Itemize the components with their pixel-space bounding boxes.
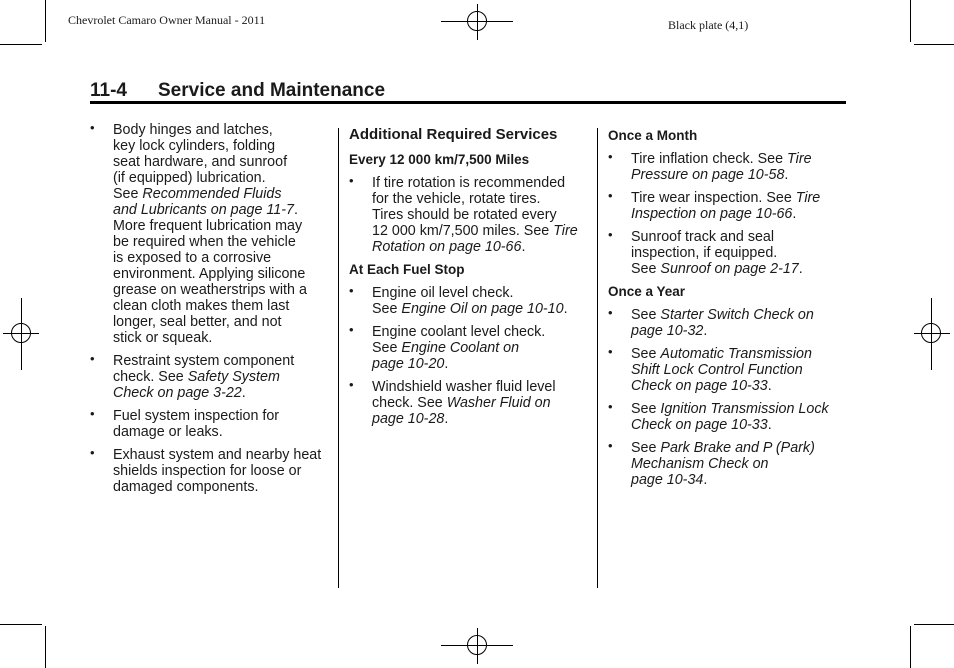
bullet: • [349, 173, 354, 188]
reference-link[interactable]: Tire [553, 223, 578, 239]
reference-link[interactable]: Tire [787, 151, 812, 167]
reference-link[interactable]: page 10-28 [372, 411, 445, 427]
reference-link[interactable]: Park Brake and P (Park) [660, 440, 815, 456]
heading-additional-services: Additional Required Services [349, 126, 558, 143]
bullet: • [608, 344, 613, 359]
reference-link[interactable]: and Lubricants on page 11-7 [113, 202, 294, 218]
list-item: • Engine coolant level check. See Engine Coolant on page 10-20. [349, 322, 546, 372]
column-2 [349, 122, 589, 434]
reference-link[interactable]: page 10-32 [631, 323, 704, 339]
subheading-fuel-stop: At Each Fuel Stop [349, 262, 465, 277]
list-item: • See Ignition Transmission Lock Check on page 10-33. [608, 399, 829, 433]
crop-mark [0, 624, 42, 625]
crop-mark [914, 44, 954, 45]
reference-link[interactable]: Automatic Transmission [660, 346, 812, 362]
reference-link[interactable]: Pressure on page 10-58 [631, 167, 785, 183]
reference-link[interactable]: page 10-34 [631, 472, 704, 488]
list-item: • Tire inflation check. See Tire Pressure on page 10-58. [608, 149, 812, 183]
bullet: • [608, 227, 613, 242]
reference-link[interactable]: Check on page 3-22 [113, 385, 242, 401]
list-item: • See Starter Switch Check on page 10-32. [608, 305, 814, 339]
column-3 [608, 122, 848, 495]
reference-link[interactable]: Safety System [187, 369, 280, 385]
column-1 [90, 122, 330, 502]
column-divider [338, 128, 339, 588]
bullet: • [608, 399, 613, 414]
crop-mark [910, 626, 911, 668]
list-item: • Restraint system component check. See Safety System Check on page 3-22. [90, 351, 295, 401]
bullet: • [608, 149, 613, 164]
bullet: • [608, 188, 613, 203]
reference-link[interactable]: Rotation on page 10-66 [372, 239, 522, 255]
crop-mark [0, 44, 42, 45]
bullet: • [90, 120, 95, 135]
section-number: 11-4 [90, 80, 127, 101]
crop-mark [45, 626, 46, 668]
reference-link[interactable]: Engine Coolant on [401, 340, 520, 356]
list-item: • Fuel system inspection for damage or leaks. [90, 406, 280, 440]
reference-link[interactable]: Shift Lock Control Function [631, 362, 803, 378]
subheading-every-12000: Every 12 000 km/7,500 Miles [349, 152, 530, 167]
header-rule [90, 101, 846, 104]
reference-link[interactable]: page 10-20 [372, 356, 445, 372]
reference-link[interactable]: Sunroof on page 2-17 [660, 261, 799, 277]
plate-label: Black plate (4,1) [668, 18, 749, 32]
column-divider [597, 128, 598, 588]
bullet: • [90, 351, 95, 366]
reference-link[interactable]: Washer Fluid on [446, 395, 551, 411]
list-item: • If tire rotation is recommended for the vehicle, rotate tires. Tires should be rotated every 12 000 km/7,500 miles. See Tire Rotation on page 10-66. [349, 173, 578, 255]
list-item: • Tire wear inspection. See Tire Inspection on page 10-66. [608, 188, 821, 222]
reference-link[interactable]: Check on page 10-33 [631, 378, 768, 394]
reference-link[interactable]: Inspection on page 10-66 [631, 206, 793, 222]
reference-link[interactable]: Tire [795, 190, 821, 206]
list-item: • Engine oil level check. See Engine Oil on page 10-10. [349, 283, 568, 317]
section-title: Service and Maintenance [158, 80, 386, 101]
bullet: • [349, 377, 354, 392]
crop-mark [910, 0, 911, 42]
list-item: • Sunroof track and seal inspection, if equipped. See Sunroof on page 2-17. [608, 227, 803, 277]
bullet: • [349, 283, 354, 298]
bullet: • [608, 438, 613, 453]
reference-link[interactable]: Engine Oil on page 10-10 [401, 301, 564, 317]
reference-link[interactable]: Mechanism Check on [631, 456, 769, 472]
reference-link[interactable]: Recommended Fluids [142, 186, 282, 202]
list-item: • Windshield washer fluid level check. See Washer Fluid on page 10-28. [349, 377, 556, 427]
bullet: • [608, 305, 613, 320]
crop-mark [45, 0, 46, 42]
subheading-once-a-year: Once a Year [608, 284, 686, 299]
subheading-once-a-month: Once a Month [608, 128, 698, 143]
reference-link[interactable]: Check on page 10-33 [631, 417, 768, 433]
reference-link[interactable]: Starter Switch Check on [660, 307, 814, 323]
bullet: • [90, 406, 95, 421]
list-item: • See Automatic Transmission Shift Lock Control Function Check on page 10-33. [608, 344, 812, 394]
bullet: • [90, 445, 95, 460]
list-item: • See Park Brake and P (Park) Mechanism Check on page 10-34. [608, 438, 815, 488]
list-item: • Exhaust system and nearby heat shields inspection for loose or damaged components. [90, 445, 322, 495]
crop-mark [914, 624, 954, 625]
list-item: • Body hinges and latches, key lock cylinders, folding seat hardware, and sunroof (if equipped) lubrication. See Recommended Fluids and Lubricants on page 11-7. More frequent lubrication may be required when the vehicle is exposed to a corrosive environment. Applying silicone grease on weatherstrips with a clean cloth makes them last longer, seal better, and not stick or squeak. [90, 120, 307, 346]
manual-title: Chevrolet Camaro Owner Manual - 2011 [68, 13, 266, 27]
reference-link[interactable]: Ignition Transmission Lock [660, 401, 829, 417]
bullet: • [349, 322, 354, 337]
